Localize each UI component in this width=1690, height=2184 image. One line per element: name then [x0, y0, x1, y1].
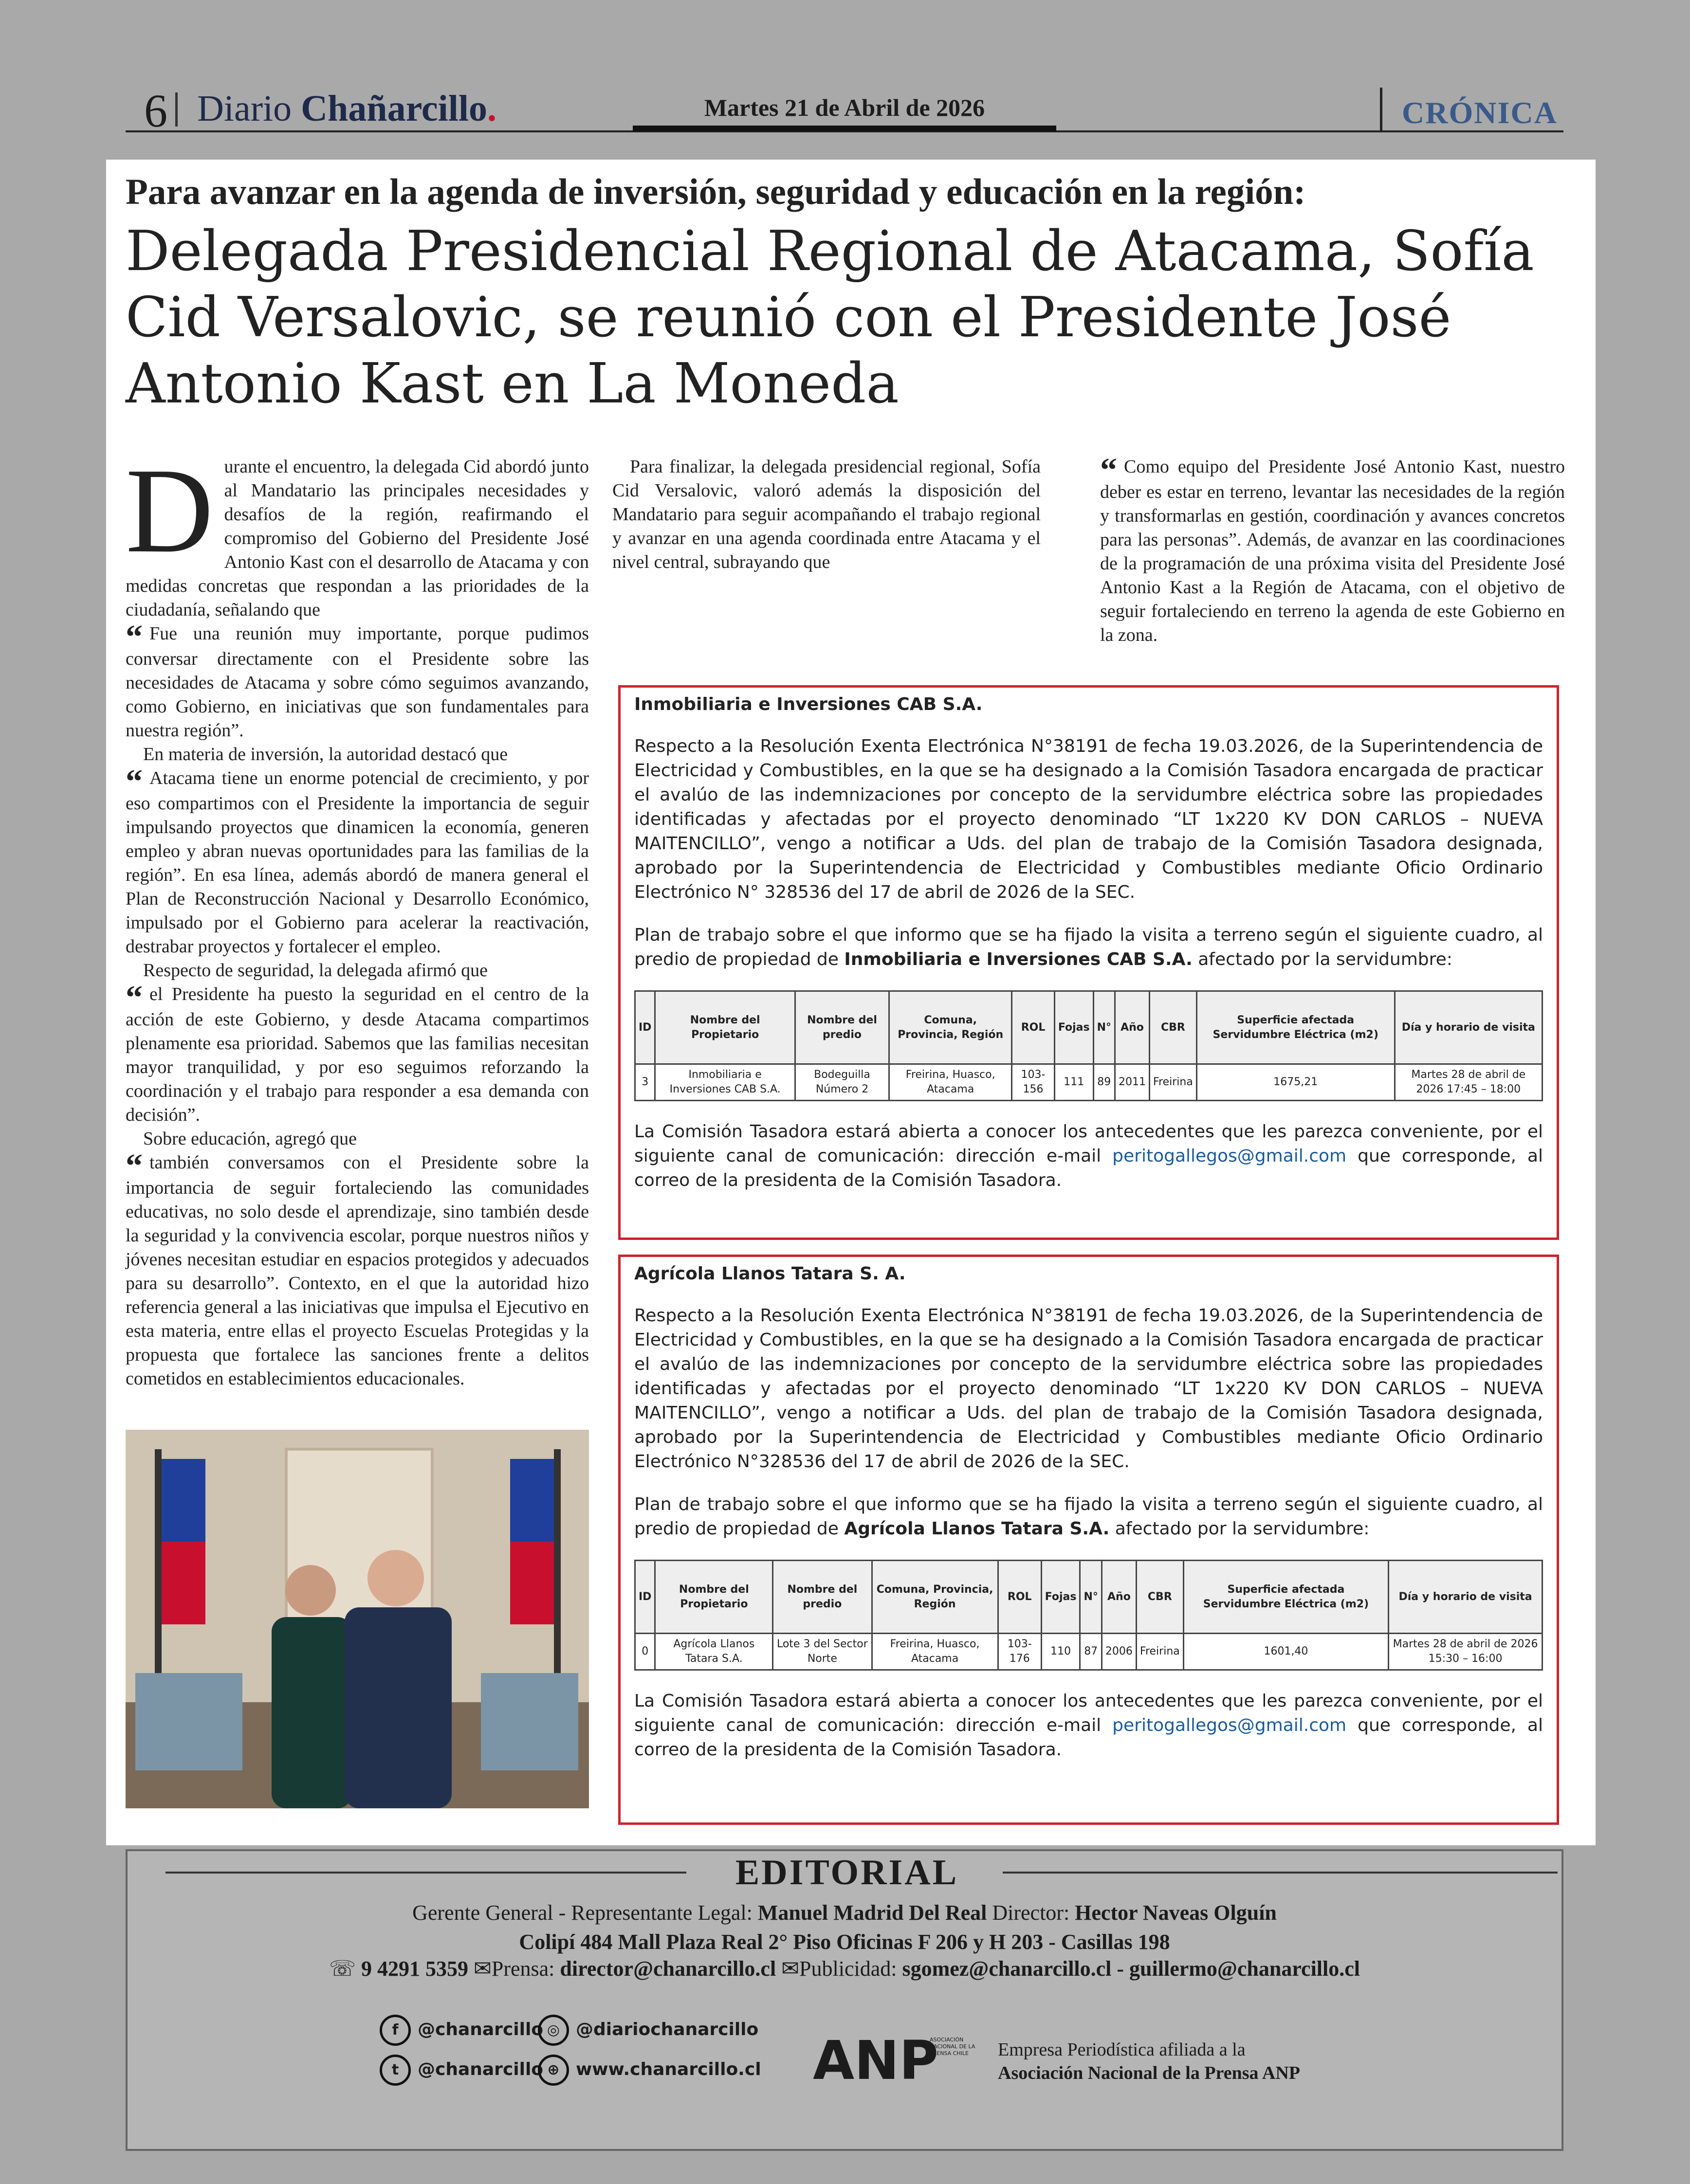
legal-notice-cab: Inmobiliaria e Inversiones CAB S.A. Respecto a la Resolución Exenta Electrónica N°38191 de fecha 19.03.2026, de la Superintendencia de Electricidad y Combustibles, en la que se ha designado a la Comisión Tasadora encargada de practicar el avalúo de las indemnizaciones por concepto de la servidumbre eléctrica sobre las propiedades identificadas y afectadas por el proyecto denominado “LT 1x220 KV DON CARLOS – NUEVA MAITENCILLO”, vengo a notificar a Uds. del plan de trabajo de la Comisión Tasadora designada, aprobado por la Superintendencia de Electricidad y Combustibles mediante Oficio Ordinario Electrónico N° 328536 del 17 de abril de 2026 de la SEC. Plan de trabajo sobre el que informo que se ha fijado la visita a terreno según el siguiente cuadro, al predio de propiedad de Inmobiliaria e Inversiones CAB S.A. afectado por la servidumbre: ID Nombre del Propietario Nombre del predio Comuna, Provincia, Región ROL Fojas N° Año CBR Superficie afectada Servidumbre Eléctrica (m2) Día y horario de visita 3 Inmobiliaria e Inversiones CAB S.A. Bodeguilla Número 2 Freirina, Huasco, Atacama 103-156 111 89 2011 Freirina 1675,21 Martes 28 de abril de 2026 17:45 – 18:00 La Comisión Tasadora estará abierta a conocer los antecedentes que les parezca conveniente, por el siguiente canal de comunicación: dirección e-mail peritogallegos@gmail.com que corresponde, al correo de la presidenta de la Comisión Tasadora. — [618, 685, 1559, 1240]
table-cell: 3 — [635, 1064, 655, 1101]
editorial-contacts: ☏ 9 4291 5359 ✉Prensa: director@chanarcillo.cl ✉Publicidad: sgomez@chanarcillo.cl - guillermo@chanarcillo.cl — [329, 1957, 1360, 1981]
instagram-handle[interactable]: ◎ @diariochanarcillo — [538, 2015, 758, 2046]
table-header-cell: Superficie afectada Servidumbre Eléctrica (m2) — [1196, 991, 1395, 1064]
editorial-address: Colipí 484 Mall Plaza Real 2° Piso Oficinas F 206 y H 203 - Casillas 198 — [519, 1930, 1170, 1954]
table-header-cell: N° — [1080, 1561, 1102, 1634]
date-underline — [633, 126, 1056, 131]
mail-icon: ✉ — [474, 1957, 492, 1981]
editorial-rule-right — [1003, 1872, 1558, 1874]
globe-icon: ⊕ — [538, 2055, 569, 2086]
visit-table — [634, 1560, 1543, 1671]
table-header-cell: Año — [1115, 991, 1150, 1064]
table-header-cell: Día y horario de visita — [1395, 991, 1542, 1064]
email-link[interactable]: peritogallegos@gmail.com — [1112, 1146, 1347, 1166]
table-row — [635, 1634, 1543, 1670]
table-header-cell: Fojas — [1041, 1561, 1080, 1634]
quote-mark-icon: “ — [126, 619, 143, 656]
table-cell: 111 — [1054, 1064, 1093, 1101]
table-header-cell: Año — [1102, 1561, 1136, 1634]
table-cell: 87 — [1080, 1634, 1102, 1670]
table-cell: 2011 — [1115, 1064, 1150, 1101]
section-divider — [1380, 88, 1382, 131]
table-cell: 103-176 — [998, 1634, 1041, 1670]
table-cell: Martes 28 de abril de 2026 17:45 – 18:00 — [1395, 1064, 1542, 1101]
table-header-cell: Nombre del Propietario — [655, 991, 795, 1064]
table-cell: Martes 28 de abril de 2026 15:30 – 16:00 — [1389, 1634, 1543, 1670]
table-cell: 2006 — [1102, 1634, 1136, 1670]
page-number: 6 — [144, 85, 167, 137]
facebook-icon: f — [380, 2015, 411, 2046]
table-cell: Freirina — [1150, 1064, 1197, 1101]
table-header-cell: CBR — [1150, 991, 1197, 1064]
table-cell: Freirina — [1136, 1634, 1183, 1670]
article-column-1: Durante el encuentro, la delegada Cid abordó junto al Mandatario las principales necesidades y desafíos de la región, reafirmando el compromiso del Gobierno del Presidente José Antonio Kast con el desarrollo de Atacama y con medidas concretas que respondan a las prioridades de la ciudadanía, señalando que “ Fue una reunión muy importante, porque pudimos conversar directamente con el Presidente sobre las necesidades de Atacama y sobre cómo seguimos avanzando, como Gobierno, en iniciativas que son fundamentales para nuestra región”. En materia de inversión, la autoridad destacó que “ Atacama tiene un enorme potencial de crecimiento, y por eso compartimos con el Presidente la importancia de seguir impulsando proyectos que dinamicen la economía, generen empleo y abran nuevas oportunidades para las familias de la región”. En esa línea, además abordó de manera general el Plan de Reconstrucción Nacional y Desarrollo Económico, impulsado por el Gobierno para acelerar la reactivación, destrabar proyectos y fortalecer el empleo. Respecto de seguridad, la delegada afirmó que “ el Presidente ha puesto la seguridad en el centro de la acción de este Gobierno, y desde Atacama compartimos plenamente esa prioridad. Sabemos que las familias necesitan mayor tranquilidad, y por eso seguimos reforzando la coordinación y el trabajo para responder a esa demanda con decisión”. Sobre educación, agregó que “ también conversamos con el Presidente sobre la importancia de seguir fortaleciendo las comunidades educativas, no solo desde el aprendizaje, sino también desde la seguridad y la convivencia escolar, porque nuestros niños y jóvenes necesitan estudiar en espacios protegidos y adecuados para su desarrollo”. Contexto, en el que la autoridad hizo referencia general a las iniciativas que impulsa el Ejecutivo en esta materia, entre ellas el proyecto Escuelas Protegidas y la propuesta que fortalece las sanciones frente a delitos cometidos en establecimientos educacionales. — [126, 443, 589, 1389]
anp-logo-caption: ASOCIACIÓN NACIONAL DE LA PRENSA CHILE — [930, 2037, 975, 2057]
editorial-rule-left — [165, 1872, 686, 1874]
article-photo — [126, 1430, 589, 1808]
table-cell: Freirina, Huasco, Atacama — [889, 1064, 1012, 1101]
table-header-cell: Superficie afectada Servidumbre Eléctrica (m2) — [1183, 1561, 1388, 1634]
quote-mark-icon: “ — [1100, 452, 1117, 489]
table-header-cell: Nombre del Propietario — [655, 1561, 773, 1634]
masthead: Diario Chañarcillo. — [197, 88, 497, 129]
table-header-cell: ROL — [998, 1561, 1041, 1634]
affiliation-line-2: Asociación Nacional de la Prensa ANP — [998, 2063, 1301, 2083]
table-header-cell: Comuna, Provincia, Región — [872, 1561, 998, 1634]
email-link[interactable]: peritogallegos@gmail.com — [1112, 1715, 1347, 1735]
drop-cap: D — [126, 443, 214, 578]
table-cell: 89 — [1093, 1064, 1115, 1101]
twitter-icon: t — [380, 2055, 411, 2086]
table-header-cell: ID — [635, 991, 655, 1064]
quote-mark-icon: “ — [126, 979, 143, 1017]
table-cell: 103-156 — [1012, 1064, 1055, 1101]
quote-mark-icon: “ — [126, 763, 143, 801]
phone-icon: ☏ — [329, 1957, 356, 1981]
table-cell: 110 — [1041, 1634, 1080, 1670]
notice-title: Inmobiliaria e Inversiones CAB S.A. — [634, 694, 983, 714]
table-row — [635, 1064, 1543, 1101]
legal-notice-tatara: Agrícola Llanos Tatara S. A. Respecto a la Resolución Exenta Electrónica N°38191 de fecha 19.03.2026, de la Superintendencia de Electricidad y Combustibles, en la que se ha designado a la Comisión Tasadora encargada de practicar el avalúo de las indemnizaciones por concepto de la servidumbre eléctrica sobre las propiedades identificadas y afectadas por el proyecto denominado “LT 1x220 KV DON CARLOS – NUEVA MAITENCILLO”, vengo a notificar a Uds. del plan de trabajo de la Comisión Tasadora designada, aprobado por la Superintendencia de Electricidad y Combustibles mediante Oficio Ordinario Electrónico N°328536 del 17 de abril de 2026 de la SEC. Plan de trabajo sobre el que informo que se ha fijado la visita a terreno según el siguiente cuadro, al predio de propiedad de Agrícola Llanos Tatara S.A. afectado por la servidumbre: ID Nombre del Propietario Nombre del predio Comuna, Provincia, Región ROL Fojas N° Año CBR Superficie afectada Servidumbre Eléctrica (m2) Día y horario de visita 0 Agrícola Llanos Tatara S.A. Lote 3 del Sector Norte Freirina, Huasco, Atacama 103-176 110 87 2006 Freirina 1601,40 Martes 28 de abril de 2026 15:30 – 16:00 La Comisión Tasadora estará abierta a conocer los antecedentes que les parezca conveniente, por el siguiente canal de comunicación: dirección e-mail peritogallegos@gmail.com que corresponde, al correo de la presidenta de la Comisión Tasadora. — [618, 1255, 1559, 1825]
table-header-cell: Nombre del predio — [795, 991, 889, 1064]
article-column-2: Para finalizar, la delegada presidencial regional, Sofía Cid Versalovic, valoró además la disposición del Mandatario para seguir acompañando el trabajo regional y avanzar en una agenda coordinada entre Atacama y el nivel central, subrayando que — [612, 456, 1041, 572]
table-header-cell: ROL — [1012, 991, 1055, 1064]
website-link[interactable]: ⊕ www.chanarcillo.cl — [538, 2055, 761, 2086]
table-cell: Agrícola Llanos Tatara S.A. — [655, 1634, 773, 1670]
mail-icon: ✉ — [781, 1957, 800, 1981]
affiliation-line-1: Empresa Periodística afiliada a la — [998, 2039, 1246, 2060]
notice-title: Agrícola Llanos Tatara S. A. — [634, 1264, 906, 1284]
table-header-cell: Día y horario de visita — [1389, 1561, 1543, 1634]
issue-date: Martes 21 de Abril de 2026 — [704, 94, 985, 121]
table-cell: 0 — [635, 1634, 655, 1670]
table-header-cell: N° — [1093, 991, 1115, 1064]
visit-table — [634, 990, 1543, 1101]
quote-mark-icon: “ — [126, 1147, 143, 1185]
table-header-cell: CBR — [1136, 1561, 1183, 1634]
table-header-cell: Nombre del predio — [773, 1561, 872, 1634]
article-kicker: Para avanzar en la agenda de inversión, seguridad y educación en la región: — [126, 172, 1306, 212]
article-headline: Delegada Presidencial Regional de Atacama, Sofía Cid Versalovic, se reunió con el Presidente José Antonio Kast en La Moneda — [126, 219, 1534, 416]
table-cell: Freirina, Huasco, Atacama — [872, 1634, 998, 1670]
facebook-handle[interactable]: f @chanarcillo — [380, 2015, 543, 2046]
article-column-3: “ Como equipo del Presidente José Antonio Kast, nuestro deber es estar en terreno, levantar las necesidades de la región y transformarlas en gestión, coordinación y avances concretos para las personas”. Además, de avanzar en las coordinaciones de la programación de una próxima visita del Presidente José Antonio Kast a la Región de Atacama, con el objetivo de seguir fortaleciendo en terreno la agenda de este Gobierno en la zona. — [1100, 452, 1565, 645]
instagram-icon: ◎ — [538, 2015, 569, 2046]
editorial-box — [126, 1849, 1563, 2151]
table-header-cell: ID — [635, 1561, 655, 1634]
table-cell: 1675,21 — [1196, 1064, 1395, 1101]
twitter-handle[interactable]: t @chanarcillo — [380, 2055, 543, 2086]
anp-logo: ANP — [813, 2029, 938, 2092]
page-number-divider — [175, 92, 178, 127]
editorial-staff: Gerente General - Representante Legal: Manuel Madrid Del Real Director: Hector Naveas Olguín — [412, 1901, 1277, 1925]
table-cell: 1601,40 — [1183, 1634, 1388, 1670]
table-cell: Bodeguilla Número 2 — [795, 1064, 889, 1101]
table-header-cell: Comuna, Provincia, Región — [889, 991, 1012, 1064]
table-header-cell: Fojas — [1054, 991, 1093, 1064]
table-cell: Lote 3 del Sector Norte — [773, 1634, 872, 1670]
section-name: CRÓNICA — [1402, 95, 1558, 130]
editorial-title: EDITORIAL — [735, 1853, 959, 1893]
table-cell: Inmobiliaria e Inversiones CAB S.A. — [655, 1064, 795, 1101]
